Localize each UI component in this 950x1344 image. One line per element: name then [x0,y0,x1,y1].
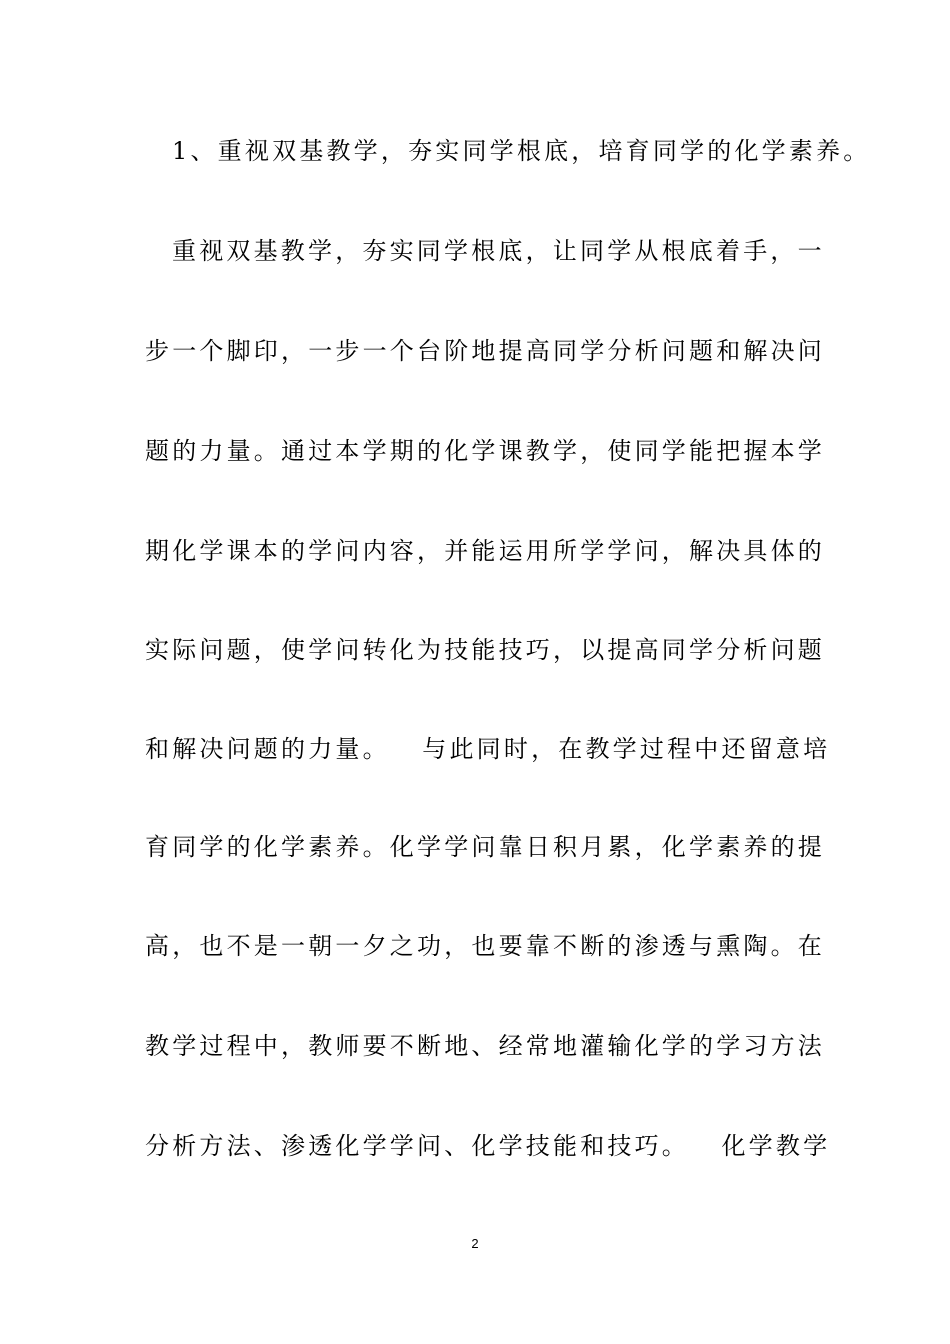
paragraph-line: 分析方法、渗透化学学问、化学技能和技巧。 化学教学 [145,1132,831,1160]
paragraph-line: 期化学课本的学问内容，并能运用所学学问，解决具体的 [145,537,825,565]
paragraph-line: 实际问题，使学问转化为技能技巧，以提高同学分析问题 [145,636,825,664]
heading-line: 1、重视双基教学，夯实同学根底，培育同学的化学素养。 [172,137,871,165]
page-number: 2 [471,1236,479,1251]
paragraph-line: 题的力量。通过本学期的化学课教学，使同学能把握本学 [145,437,825,465]
paragraph-line: 育同学的化学素养。化学学问靠日积月累，化学素养的提 [145,833,825,861]
paragraph-line: 重视双基教学，夯实同学根底，让同学从根底着手，一 [172,237,825,265]
paragraph-line: 高，也不是一朝一夕之功，也要靠不断的渗透与熏陶。在 [145,932,825,960]
paragraph-line: 和解决问题的力量。 与此同时，在教学过程中还留意培 [145,735,831,763]
paragraph-line: 步一个脚印，一步一个台阶地提高同学分析问题和解决问 [145,337,825,365]
paragraph-line: 教学过程中，教师要不断地、经常地灌输化学的学习方法 [145,1032,825,1060]
